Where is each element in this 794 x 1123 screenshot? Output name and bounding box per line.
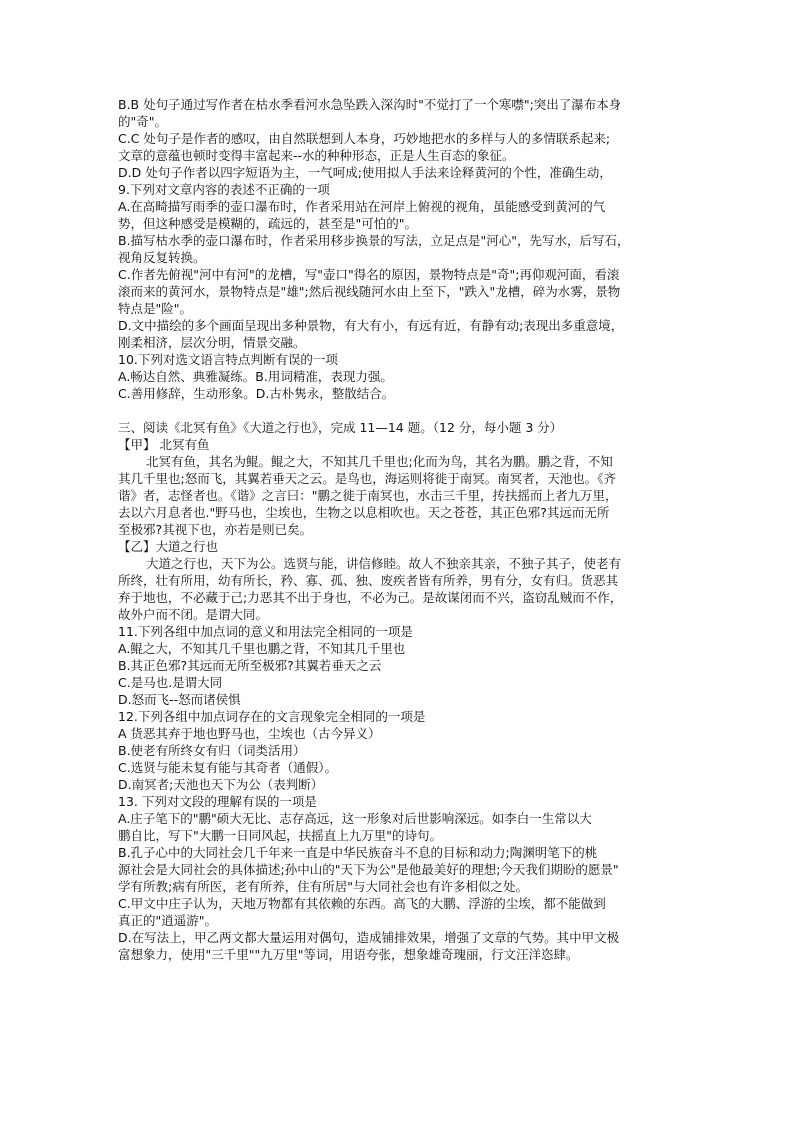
text-line: 的"奇"。 <box>118 114 167 129</box>
text-line: 去以六月息者也."野马也，尘埃也，生物之以息相吹也。天之苍苍，其正色邪?其远而无所 <box>118 505 610 520</box>
text-line: 【乙】大道之行也 <box>118 539 219 554</box>
text-line: 10.下列对选文语言特点判断有误的一项 <box>118 352 338 367</box>
text-line: 11.下列各组中加点词的意义和用法完全相同的一项是 <box>118 624 413 639</box>
text-line: B.使老有所终女有归（词类活用） <box>118 743 306 758</box>
text-line: 9.下列对文章内容的表述不正确的一项 <box>118 182 330 197</box>
text-line: C.是马也.是谓大同 <box>118 675 223 690</box>
text-line: A.畅达自然、典雅凝练。B.用词精准，表现力强。 <box>118 369 393 384</box>
text-line: 12.下列各组中加点词存在的文言现象完全相同的一项是 <box>118 709 426 724</box>
text-line: 大道之行也，天下为公。选贤与能，讲信修睦。故人不独亲其亲，不独子其子，使老有 <box>146 556 622 571</box>
text-line: D.文中描绘的多个画面呈现出多种景物，有大有小，有远有近，有静有动;表现出多重意境， <box>118 318 624 333</box>
text-line: 富想象力，使用"三千里""九万里"等词，用语夸张，想象雄奇瑰丽，行文汪洋恣肆。 <box>118 947 579 962</box>
text-line: 谐》者，志怪者也。《谐》之言曰："鹏之徙于南冥也，水击三千里，抟扶摇而上者九万里， <box>118 488 618 503</box>
text-line: 所终，壮有所用，幼有所长，矜、寡、孤、独、废疾者皆有所养，男有分，女有归。货恶其 <box>118 573 619 588</box>
text-line: 刚柔相济，层次分明，情景交融。 <box>118 335 306 350</box>
text-line: 真正的"逍遥游"。 <box>118 913 217 928</box>
text-line: 滚而来的黄河水，景物特点是"雄";然后视线随河水由上至下，"跌入"龙槽，碎为水雾，景物 <box>118 284 621 299</box>
text-line: 至极邪?其视下也，亦若是则已矣。 <box>118 522 313 537</box>
text-line: D.南冥者;天池也天下为公（表判断） <box>118 777 324 792</box>
text-line: C.作者先俯视"河中有河"的龙槽，写"壶口"得名的原因，景物特点是"奇";再仰观河面，看滚 <box>118 267 620 282</box>
text-line: C.选贤与能未复有能与其奇者（通假）。 <box>118 760 337 775</box>
text-line: A.鲲之大，不知其几千里也鹏之背，不知其几千里也 <box>118 641 406 656</box>
text-line: 特点是"险"。 <box>118 301 192 316</box>
text-line: 故外户而不闭。是谓大同。 <box>118 607 269 622</box>
text-line: 势，但这种感受是模糊的，疏远的，甚至是"可怕的"。 <box>118 216 418 231</box>
text-line: 视角反复转换。 <box>118 250 206 265</box>
text-line: 三、阅读《北冥有鱼》《大道之行也》，完成 11—14 题。（12 分，每小题 3 分） <box>118 420 563 435</box>
text-line: D.在写法上，甲乙两文都大量运用对偶句，造成铺排效果，增强了文章的气势。其中甲文极 <box>118 930 620 945</box>
text-line: A 货恶其弃于地也野马也，尘埃也（古今异义） <box>118 726 381 741</box>
text-line: 13. 下列对文段的理解有误的一项是 <box>118 794 317 809</box>
text-line: D.怒而飞--怒而诸侯惧 <box>118 692 241 707</box>
text-line: B.其正色邪?其远而无所至极邪?其翼若垂天之云 <box>118 658 382 673</box>
text-line: 鹏自比，写下"大鹏一日同风起，扶摇直上九万里"的诗句。 <box>118 828 443 843</box>
text-line: A.在高畸描写雨季的壶口瀑布时，作者采用站在河岸上俯视的视角，虽能感受到黄河的气 <box>118 199 606 214</box>
text-line <box>118 402 680 419</box>
text-line: C.善用修辞，生动形象。D.古朴隽永，整散结合。 <box>118 386 395 401</box>
text-line: 弃于地也，不必藏于己;力恶其不出于身也，不必为己。是故谋闭而不兴，盗窃乱贼而不作， <box>118 590 623 605</box>
text-line: C.甲文中庄子认为，天地万物都有其依赖的东西。高飞的大鹏、浮游的尘埃，都不能做到 <box>118 896 606 911</box>
text-line: 源社会是大同社会的具体描述;孙中山的"天下为公"是他最美好的理想;今天我们期盼的愿景" <box>118 862 619 877</box>
text-line: 【甲】 北冥有鱼 <box>118 437 210 452</box>
text-line: 其几千里也;怒而飞，其翼若垂天之云。是鸟也，海运则将徙于南冥。南冥者，天池也。《齐 <box>118 471 616 486</box>
text-line: 学有所教;病有所医，老有所养，住有所居"与大同社会也有许多相似之处。 <box>118 879 528 894</box>
text-line: B.描写枯水季的壶口瀑布时，作者采用移步换景的写法，立足点是"河心"，先写水，后写石， <box>118 233 630 248</box>
document-page <box>118 96 680 963</box>
text-line: B.B 处句子通过写作者在枯水季看河水急坠跌入深沟时"不觉打了一个寒噤";突出了瀑布本身 <box>118 97 622 112</box>
text-line: 文章的意蕴也顿时变得丰富起来--水的种种形态，正是人生百态的象征。 <box>118 148 515 163</box>
text-line: B.孔子心中的大同社会几千年来一直是中华民族奋斗不息的目标和动力;陶渊明笔下的桃 <box>118 845 598 860</box>
text-line: C.C 处句子是作者的感叹，由自然联想到人本身，巧妙地把水的多样与人的多情联系起来; <box>118 131 611 146</box>
text-line: D.D 处句子作者以四字短语为主，一气呵成;使用拟人手法来诠释黄河的个性，准确生动， <box>118 165 612 180</box>
text-line: 北冥有鱼，其名为鲲。鲲之大，不知其几千里也;化而为鸟，其名为鹏。鹏之背，不知 <box>146 454 613 469</box>
text-line: A.庄子笔下的"鹏"硕大无比、志存高远，这一形象对后世影响深远。如李白一生常以大 <box>118 811 592 826</box>
